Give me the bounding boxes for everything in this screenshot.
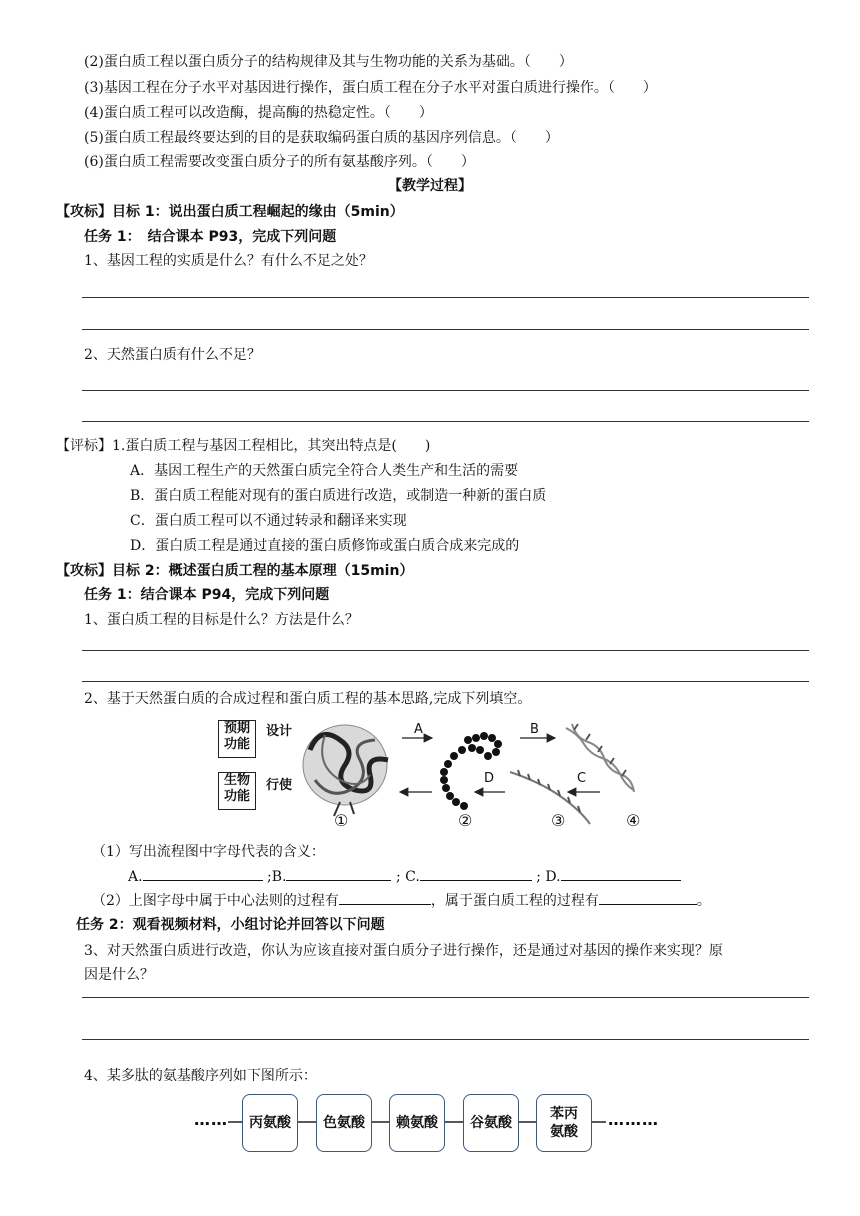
design-label: 设计 — [266, 724, 293, 739]
fill1-row — [128, 866, 681, 887]
section-title: 【教学过程】 — [388, 178, 472, 194]
number-2: ② — [458, 811, 473, 830]
goal2-question-4: 4、某多肽的氨基酸序列如下图所示： — [84, 1068, 317, 1084]
goal1-task: 任务 1： 结合课本 P93，完成下列问题 — [84, 229, 337, 245]
judgement-3: (3)基因工程在分子水平对基因进行操作，蛋白质工程在分子水平对蛋白质进行操作。（ ） — [84, 80, 657, 96]
amino-acid-box: 色氨酸 — [316, 1094, 372, 1152]
polypeptide-chain-icon — [440, 732, 502, 810]
eval-option-d: D．蛋白质工程是通过直接的蛋白质修饰或蛋白质合成来完成的 — [130, 538, 520, 554]
blank-central-dogma[interactable] — [339, 890, 431, 905]
goal2-task1: 任务 1：结合课本 P94，完成下列问题 — [84, 587, 330, 603]
eval-option-b: B．蛋白质工程能对现有的蛋白质进行改造，或制造一种新的蛋白质 — [130, 488, 547, 504]
expected-function-box: 预期 功能 — [218, 720, 256, 758]
fill2-pre: （2）上图字母中属于中心法则的过程有 — [92, 893, 339, 909]
blank-b[interactable] — [286, 866, 391, 881]
answer-line[interactable] — [82, 1039, 809, 1040]
goal2-question-2: 2、基于天然蛋白质的合成过程和蛋白质工程的基本思路,完成下列填空。 — [84, 691, 532, 707]
sequence-dots-right: ……… — [608, 1110, 659, 1129]
fill2-mid: ，属于蛋白质工程的过程有 — [430, 893, 599, 909]
eval-option-c: C．蛋白质工程可以不通过转录和翻译来实现 — [130, 513, 407, 529]
goal1-question-2: 2、天然蛋白质有什么不足？ — [84, 347, 261, 363]
answer-line[interactable] — [82, 390, 809, 391]
judgement-4: (4)蛋白质工程可以改造酶，提高酶的热稳定性。（ ） — [84, 105, 433, 121]
judgement-6: (6)蛋白质工程需要改变蛋白质分子的所有氨基酸序列。（ ） — [84, 154, 475, 170]
sequence-connectors — [0, 1112, 860, 1132]
number-1: ① — [334, 811, 349, 830]
fill1-b-label: ;B. — [267, 869, 287, 885]
eval-stem: 【评标】1.蛋白质工程与基因工程相比，其突出特点是( ) — [56, 438, 431, 454]
exercise-label: 行使 — [266, 778, 293, 793]
answer-line[interactable] — [82, 421, 809, 422]
fill1-d-label: ; D. — [536, 869, 561, 885]
fill2-row — [92, 890, 711, 911]
fill1-c-label: ; C. — [395, 869, 420, 885]
diagram-graphics — [0, 710, 860, 850]
goal2-question-1: 1、蛋白质工程的目标是什么？方法是什么？ — [84, 612, 359, 628]
number-3: ③ — [551, 811, 566, 830]
goal1-heading: 【攻标】目标 1：说出蛋白质工程崛起的缘由（5min） — [56, 204, 404, 220]
answer-line[interactable] — [82, 650, 809, 651]
fill1-a-label: A. — [128, 869, 143, 885]
dna-helix-icon — [566, 724, 634, 792]
goal2-question-3-line2: 因是什么？ — [84, 967, 154, 983]
blank-d[interactable] — [561, 866, 681, 881]
number-4: ④ — [626, 811, 641, 830]
protein-structure-icon — [303, 725, 388, 816]
letter-b: B — [530, 722, 539, 737]
blank-a[interactable] — [143, 866, 263, 881]
judgement-2: (2)蛋白质工程以蛋白质分子的结构规律及其与生物功能的关系为基础。（ ） — [84, 54, 573, 70]
goal1-question-1: 1、基因工程的实质是什么？有什么不足之处？ — [84, 253, 373, 269]
letter-d: D — [484, 771, 495, 786]
eval-option-a: A．基因工程生产的天然蛋白质完全符合人类生产和生活的需要 — [130, 463, 519, 479]
goal2-heading: 【攻标】目标 2：概述蛋白质工程的基本原理（15min） — [56, 563, 414, 579]
goal2-task2: 任务 2：观看视频材料，小组讨论并回答以下问题 — [76, 917, 385, 933]
letter-a: A — [414, 722, 423, 737]
blank-protein-engineering[interactable] — [599, 890, 697, 905]
mrna-strand-icon — [510, 770, 590, 824]
answer-line[interactable] — [82, 329, 809, 330]
amino-acid-box: 丙氨酸 — [242, 1094, 298, 1152]
answer-line[interactable] — [82, 681, 809, 682]
sequence-dots-left: …… — [194, 1110, 228, 1129]
biological-function-box: 生物 功能 — [218, 772, 256, 810]
amino-acid-box: 赖氨酸 — [389, 1094, 445, 1152]
amino-acid-box: 苯丙 氨酸 — [536, 1094, 592, 1152]
answer-line[interactable] — [82, 297, 809, 298]
letter-c: C — [577, 771, 587, 786]
amino-acid-box: 谷氨酸 — [463, 1094, 519, 1152]
fill2-end: 。 — [696, 893, 711, 909]
blank-c[interactable] — [420, 866, 532, 881]
goal2-question-3-line1: 3、对天然蛋白质进行改造，你认为应该直接对蛋白质分子进行操作，还是通过对基因的操作来实现？原 — [84, 943, 723, 959]
answer-line[interactable] — [82, 997, 809, 998]
judgement-5: (5)蛋白质工程最终要达到的目的是获取编码蛋白质的基因序列信息。（ ） — [84, 130, 559, 146]
fill1-label: （1）写出流程图中字母代表的含义： — [92, 844, 325, 860]
